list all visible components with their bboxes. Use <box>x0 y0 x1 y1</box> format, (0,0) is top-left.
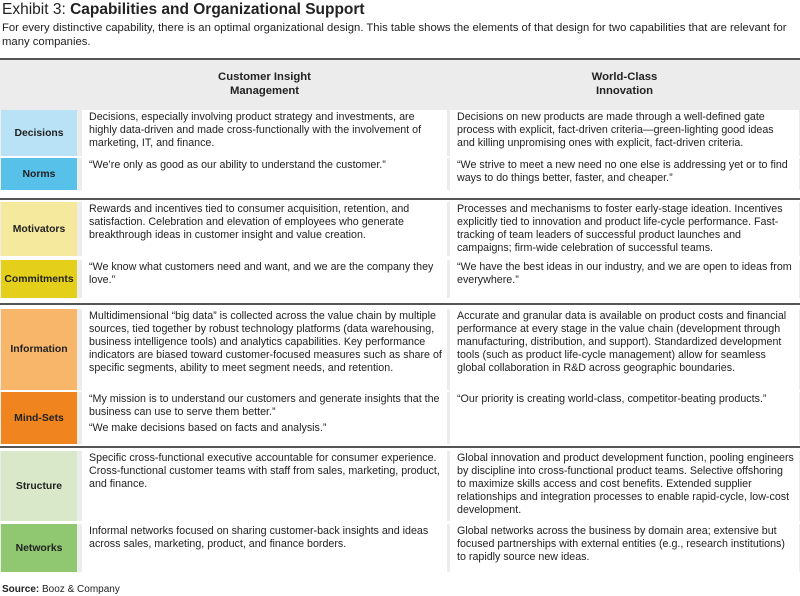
row-label-information: Information <box>1 309 77 390</box>
cell-customer-insight-norms <box>82 158 447 190</box>
cell-text: Decisions on new products are made through a well-defined gate process with explicit, fact-driven criteria—green-lighting good ideas and killing unpromising ones with explicit, fact-driven criteria. <box>457 111 774 149</box>
cell-customer-insight-decisions <box>82 110 447 156</box>
row-label-motivators: Motivators <box>1 202 77 256</box>
cell-customer-insight-motivators <box>82 202 447 256</box>
row-label-mind-sets: Mind-Sets <box>1 392 77 444</box>
cell-innovation-networks <box>450 524 799 572</box>
cell-innovation-structure <box>450 451 799 521</box>
cell-text: Accurate and granular data is available on product costs and financial performance at every stage in the value chain (development through manufacturing, distribution, and support). Standardized development tools (such as product life-cycle management) allow for seamless global collaboration in R&D across geographic boundaries. <box>457 310 787 374</box>
cell-text: Global networks across the business by domain area; extensive but focused partnerships with external entities (e.g., research institutions) to rapidly source new ideas. <box>457 525 785 563</box>
section-divider <box>0 198 800 200</box>
column-header-customer-insight <box>82 70 447 98</box>
section-divider <box>0 303 800 305</box>
column-header-2: World-Class Innovation <box>591 71 658 97</box>
source-note <box>2 584 120 595</box>
exhibit-title-text: Capabilities and Organizational Support <box>70 1 365 18</box>
cell-text: “We know what customers need and want, and we are the company they love.” <box>89 261 434 286</box>
cell-text: Specific cross-functional executive accountable for consumer experience. Cross-functional customer teams with staff from sales, marketing, product, and finance. <box>89 452 440 490</box>
section-divider <box>0 446 800 448</box>
intro-text: For every distinctive capability, there is an optimal organizational design. This table shows the elements of that design for two capabilities that are relevant for many companies. <box>2 22 787 48</box>
cell-customer-insight-information <box>82 309 447 390</box>
exhibit-prefix: Exhibit 3: <box>2 1 71 18</box>
cell-text: Multidimensional “big data” is collected across the value chain by multiple sources, tied together by robust technology platforms (data warehousing, business intelligence tools) and analytics capabilities. Key performance indicators are biased toward customer-focused measures such as share of specific segments, ability to meet segment needs, and retention. <box>89 310 442 374</box>
row-label-structure: Structure <box>1 451 77 521</box>
exhibit-title <box>2 1 365 19</box>
cell-innovation-decisions <box>450 110 799 156</box>
row-label-decisions: Decisions <box>1 110 77 156</box>
cell-innovation-mind-sets <box>450 392 799 444</box>
cell-customer-insight-networks <box>82 524 447 572</box>
cell-text: Processes and mechanisms to foster early-stage ideation. Incentives explicitly tied to innovation and product life-cycle performance. Fast-tracking of team leaders of successful product launches and campaigns; firm-wide celebration of successful teams. <box>457 203 783 254</box>
cell-text: “We’re only as good as our ability to understand the customer.” <box>89 159 386 171</box>
cell-text: “Our priority is creating world-class, competitor-beating products.” <box>457 393 767 405</box>
cell-text-secondary: “We make decisions based on facts and analysis.” <box>89 422 327 434</box>
cell-text: Informal networks focused on sharing customer-back insights and ideas across sales, marketing, product, and finance borders. <box>89 525 429 550</box>
source-label: Source: <box>2 584 40 595</box>
cell-text: Global innovation and product development function, pooling engineers by discipline into cross-functional product teams. Selective offshoring to maximize skills access and cost benefits. Extended supplier relationships and integration processes to enable rapid-cycle, low-cost development. <box>457 452 794 516</box>
row-label-networks: Networks <box>1 524 77 572</box>
row-label-commitments: Commitments <box>1 260 77 298</box>
cell-text: Decisions, especially involving product strategy and investments, are highly data-driven and made cross-functionally with the involvement of marketing, IT, and finance. <box>89 111 422 149</box>
source-text: Booz & Company <box>39 584 120 595</box>
cell-innovation-norms <box>450 158 799 190</box>
cell-text: “My mission is to understand our customers and generate insights that the business can use to serve them better.” <box>89 393 440 418</box>
cell-innovation-commitments <box>450 260 799 298</box>
column-header-1: Customer Insight Management <box>218 71 311 97</box>
cell-text: “We have the best ideas in our industry, and we are open to ideas from everywhere.” <box>457 261 792 286</box>
cell-innovation-information <box>450 309 799 390</box>
cell-customer-insight-structure <box>82 451 447 521</box>
cell-customer-insight-mind-sets <box>82 392 447 444</box>
header-top-rule <box>0 58 800 60</box>
row-label-norms: Norms <box>1 158 77 190</box>
cell-text: Rewards and incentives tied to consumer acquisition, retention, and satisfaction. Celebration and elevation of employees who generate breakthrough ideas in customer insight and value creation. <box>89 203 410 241</box>
column-header-innovation <box>450 70 799 98</box>
cell-customer-insight-commitments <box>82 260 447 298</box>
cell-innovation-motivators <box>450 202 799 256</box>
cell-text: “We strive to meet a new need no one else is addressing yet or to find ways to do things better, faster, and cheaper.” <box>457 159 788 184</box>
